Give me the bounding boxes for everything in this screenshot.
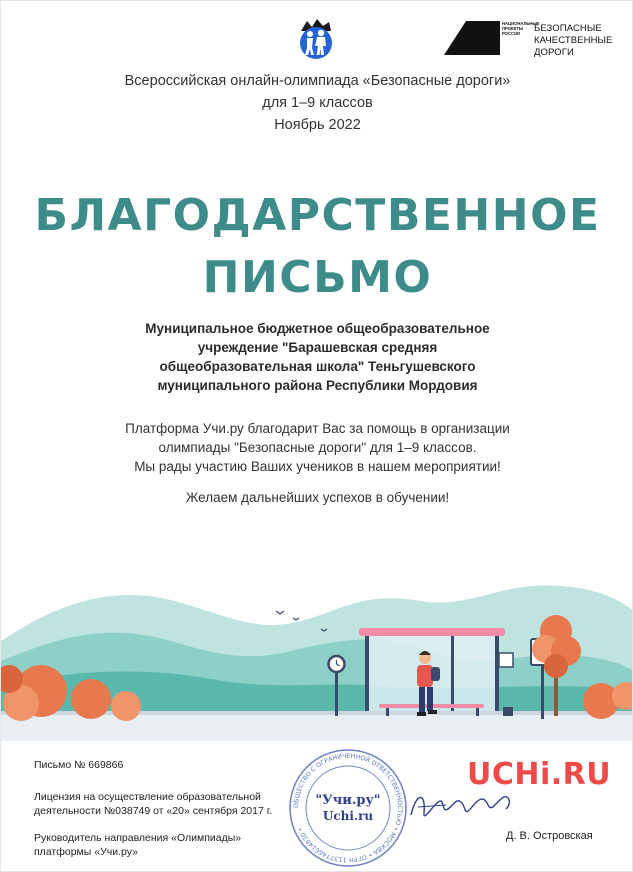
license-line2: деятельности №038749 от «20» сентября 2017 г.	[34, 805, 273, 817]
wish-text: Желаем дальнейших успехов в обучении!	[185, 490, 450, 505]
title-line1: БЛАГОДАРСТВЕННОЕ	[34, 190, 601, 241]
license-line1: Лицензия на осуществление образовательной	[34, 791, 261, 803]
thanks-line1: Платформа Учи.ру благодарит Вас за помощь в организации	[125, 421, 510, 436]
safe-roads-children-icon	[295, 17, 337, 61]
document-title	[1, 185, 633, 309]
recipient-line2: учреждение "Барашевская средняя	[197, 340, 438, 355]
thanks-line3: Мы рады участию Ваших учеников в нашем мероприятии!	[134, 459, 501, 474]
national-projects-icon	[442, 19, 502, 57]
signer-name: Д. В. Островская	[506, 830, 593, 842]
national-projects-logo	[442, 19, 617, 59]
stamp-ring-text: ОБЩЕСТВО С ОГРАНИЧЕННОЙ ОТВЕТСТВЕННОСТЬЮ • МОСКВА • ОГРН 1137746614830 •	[292, 752, 404, 864]
title-line2: ПИСЬМО	[202, 252, 433, 303]
national-projects-label: НАЦИОНАЛЬНЫЕ ПРОЕКТЫ РОССИИ	[502, 21, 540, 36]
recipient-school	[81, 319, 554, 395]
safe-roads-line2: КАЧЕСТВЕННЫЕ ДОРОГИ	[534, 35, 613, 58]
olympiad-header	[1, 70, 633, 136]
olympiad-date: Ноябрь 2022	[274, 117, 361, 133]
recipient-line1: Муниципальное бюджетное общеобразовательное	[145, 321, 490, 336]
stamp-center-line1: "Учи.ру"	[315, 793, 381, 808]
license-info	[34, 790, 294, 818]
safe-roads-label	[534, 23, 617, 59]
uchi-ru-logo: UCHi.RU	[467, 757, 612, 792]
recipient-line3: общеобразовательная школа" Теньгушевского	[159, 359, 476, 374]
bus-stop-illustration	[1, 561, 633, 741]
recipient-line4: муниципального района Республики Мордовия	[157, 378, 478, 393]
stamp-center-line2: Uchi.ru	[322, 809, 374, 823]
head-line1: Руководитель направления «Олимпиады»	[34, 832, 242, 844]
olympiad-grades: для 1–9 классов	[262, 95, 373, 111]
thanks-text	[61, 419, 574, 476]
thanks-line2: олимпиады "Безопасные дороги" для 1–9 классов.	[158, 440, 477, 455]
letter-number: Письмо № 669866	[34, 759, 124, 771]
head-position	[34, 831, 274, 859]
safe-roads-line1: БЕЗОПАСНЫЕ	[534, 23, 602, 34]
olympiad-name: Всероссийская онлайн-олимпиада «Безопасные дороги»	[124, 73, 511, 89]
company-stamp	[286, 746, 410, 870]
head-line2: платформы «Учи.ру»	[34, 846, 138, 858]
